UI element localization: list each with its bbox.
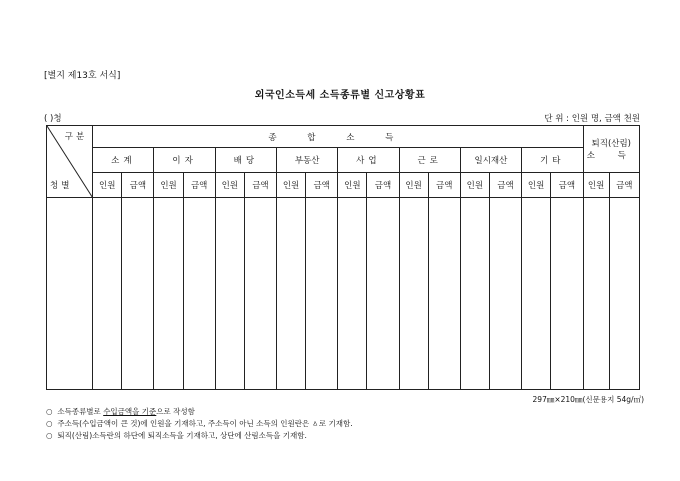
sub-header-amount: 금액 bbox=[609, 173, 639, 198]
data-cell[interactable] bbox=[460, 198, 489, 390]
sub-header-count: 인원 bbox=[338, 173, 367, 198]
data-cell[interactable] bbox=[306, 198, 338, 390]
note3-text: 퇴직(산림)소득란의 하단에 퇴직소득을 기재하고, 상단에 산림소득을 기재함. bbox=[57, 431, 307, 440]
retirement-header-line1: 퇴직(산림) bbox=[591, 139, 631, 149]
data-cell[interactable] bbox=[122, 198, 154, 390]
data-cell[interactable] bbox=[244, 198, 276, 390]
category-header: 배당 bbox=[215, 148, 276, 173]
sub-header-amount: 금액 bbox=[183, 173, 215, 198]
sub-header-amount: 금액 bbox=[122, 173, 154, 198]
note-item bbox=[46, 418, 353, 430]
sub-header-amount: 금액 bbox=[551, 173, 583, 198]
category-header: 부동산 bbox=[277, 148, 338, 173]
form-label: [별지 제13호 서식] bbox=[44, 71, 121, 81]
data-cell[interactable] bbox=[183, 198, 215, 390]
bullet-icon: ○ bbox=[46, 431, 53, 440]
sub-header-count: 인원 bbox=[93, 173, 122, 198]
category-header: 근로 bbox=[399, 148, 460, 173]
sub-header-amount: 금액 bbox=[428, 173, 460, 198]
bullet-icon: ○ bbox=[46, 407, 53, 416]
data-cell[interactable] bbox=[93, 198, 122, 390]
notes-list bbox=[46, 406, 353, 442]
data-cell[interactable] bbox=[428, 198, 460, 390]
office-field: ( )청 bbox=[44, 114, 62, 124]
data-cell[interactable] bbox=[154, 198, 183, 390]
sub-header-count: 인원 bbox=[460, 173, 489, 198]
note-item bbox=[46, 406, 353, 418]
corner-header-cell bbox=[47, 126, 93, 198]
sub-header-amount: 금액 bbox=[367, 173, 399, 198]
sub-header-count: 인원 bbox=[522, 173, 551, 198]
sub-header-amount: 금액 bbox=[489, 173, 521, 198]
data-cell[interactable] bbox=[583, 198, 609, 390]
category-header: 이자 bbox=[154, 148, 215, 173]
sub-header-count: 인원 bbox=[277, 173, 306, 198]
unit-label: 단 위 : 인원 명, 금액 천원 bbox=[544, 114, 640, 124]
sub-header-count: 인원 bbox=[583, 173, 609, 198]
data-cell[interactable] bbox=[489, 198, 521, 390]
office-cell[interactable] bbox=[47, 198, 93, 390]
category-header: 소계 bbox=[93, 148, 154, 173]
corner-bottom-label: 청별 bbox=[50, 181, 73, 191]
note1-text-end: 으로 작성함 bbox=[156, 407, 195, 416]
paper-spec: 297㎜×210㎜(신문용지 54g/㎡) bbox=[532, 395, 644, 404]
group-header-general-income: 종 합 소 득 bbox=[93, 126, 583, 148]
category-header: 기타 bbox=[522, 148, 583, 173]
data-cell[interactable] bbox=[338, 198, 367, 390]
corner-top-label: 구분 bbox=[64, 132, 88, 142]
note-item bbox=[46, 430, 353, 442]
note2-text: 주소득(수입금액이 큰 것)에 인원을 기재하고, 주소득이 아닌 소득의 인원란은 ㅿ로 기재함. bbox=[57, 419, 353, 428]
sub-header-count: 인원 bbox=[154, 173, 183, 198]
retirement-header-line2: 소 득 bbox=[586, 151, 636, 161]
data-cell[interactable] bbox=[609, 198, 639, 390]
data-cell[interactable] bbox=[367, 198, 399, 390]
data-cell[interactable] bbox=[277, 198, 306, 390]
sub-header-amount: 금액 bbox=[244, 173, 276, 198]
sub-header-count: 인원 bbox=[399, 173, 428, 198]
data-cell[interactable] bbox=[522, 198, 551, 390]
retirement-income-header bbox=[583, 126, 639, 173]
data-cell[interactable] bbox=[551, 198, 583, 390]
category-header: 사업 bbox=[338, 148, 399, 173]
sub-header-amount: 금액 bbox=[306, 173, 338, 198]
table-body-row bbox=[47, 198, 640, 390]
sub-header-count: 인원 bbox=[215, 173, 244, 198]
data-cell[interactable] bbox=[215, 198, 244, 390]
report-table bbox=[46, 125, 640, 390]
note1-underlined: 수입금액을 기준 bbox=[103, 407, 157, 416]
note1-text: 소득종류별로 bbox=[57, 407, 104, 416]
data-cell[interactable] bbox=[399, 198, 428, 390]
bullet-icon: ○ bbox=[46, 419, 53, 428]
category-header: 일시재산 bbox=[460, 148, 521, 173]
page-title: 외국인소득세 소득종류별 신고상황표 bbox=[254, 90, 426, 101]
